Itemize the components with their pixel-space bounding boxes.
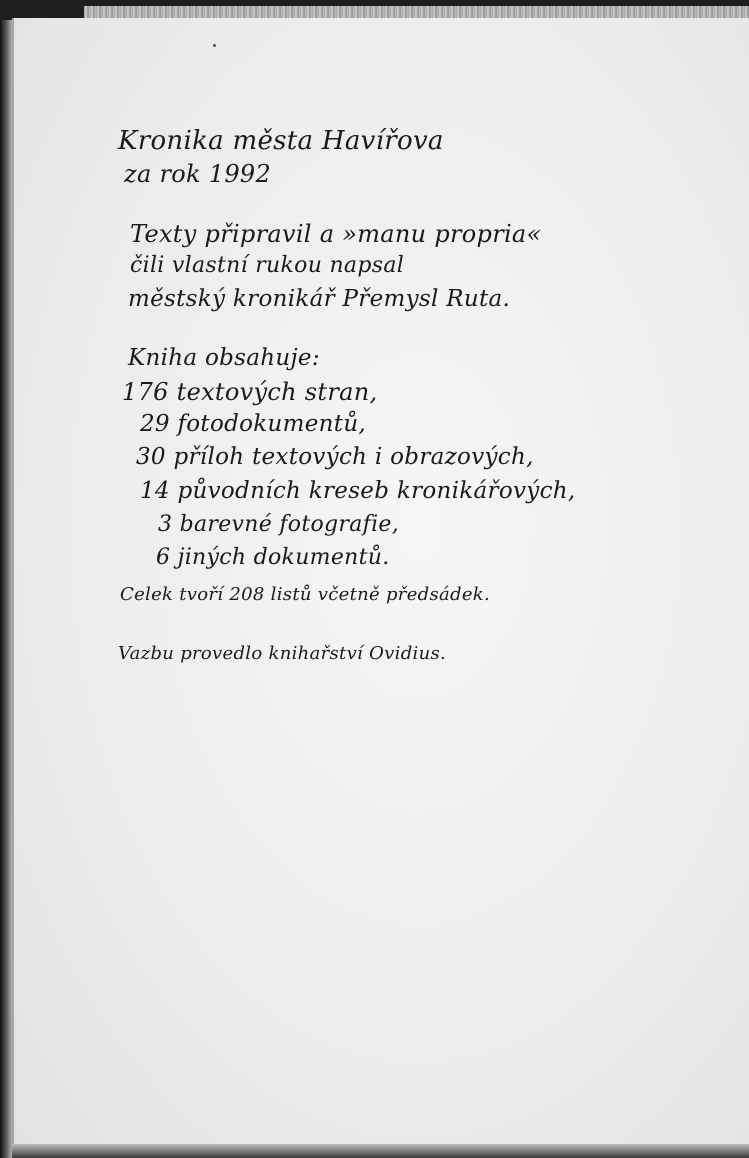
intro-line: městský kronikář Přemysl Ruta. — [128, 286, 511, 312]
contents-item: 176 textových stran, — [122, 378, 378, 406]
book-page — [12, 18, 749, 1146]
contents-item: 29 fotodokumentů, — [140, 411, 367, 437]
page-subtitle: za rok 1992 — [124, 160, 272, 188]
bottom-page-edge — [12, 1144, 749, 1158]
contents-item: 6 jiných dokumentů. — [156, 545, 390, 570]
page-title: Kronika města Havířova — [118, 126, 444, 156]
contents-item: 30 příloh textových i obrazových, — [136, 444, 534, 470]
intro-line: Texty připravil a »manu propria« — [130, 220, 542, 248]
contents-item: 3 barevné fotografie, — [158, 512, 400, 537]
contents-item: 14 původních kreseb kronikářových, — [140, 478, 576, 504]
binding-note: Vazbu provedlo knihařství Ovidius. — [118, 643, 447, 664]
summary-line: Celek tvoří 208 listů včetně předsádek. — [120, 584, 491, 605]
ink-speck — [213, 44, 216, 47]
intro-line: čili vlastní rukou napsal — [130, 253, 405, 278]
contents-heading: Kniha obsahuje: — [128, 345, 320, 371]
